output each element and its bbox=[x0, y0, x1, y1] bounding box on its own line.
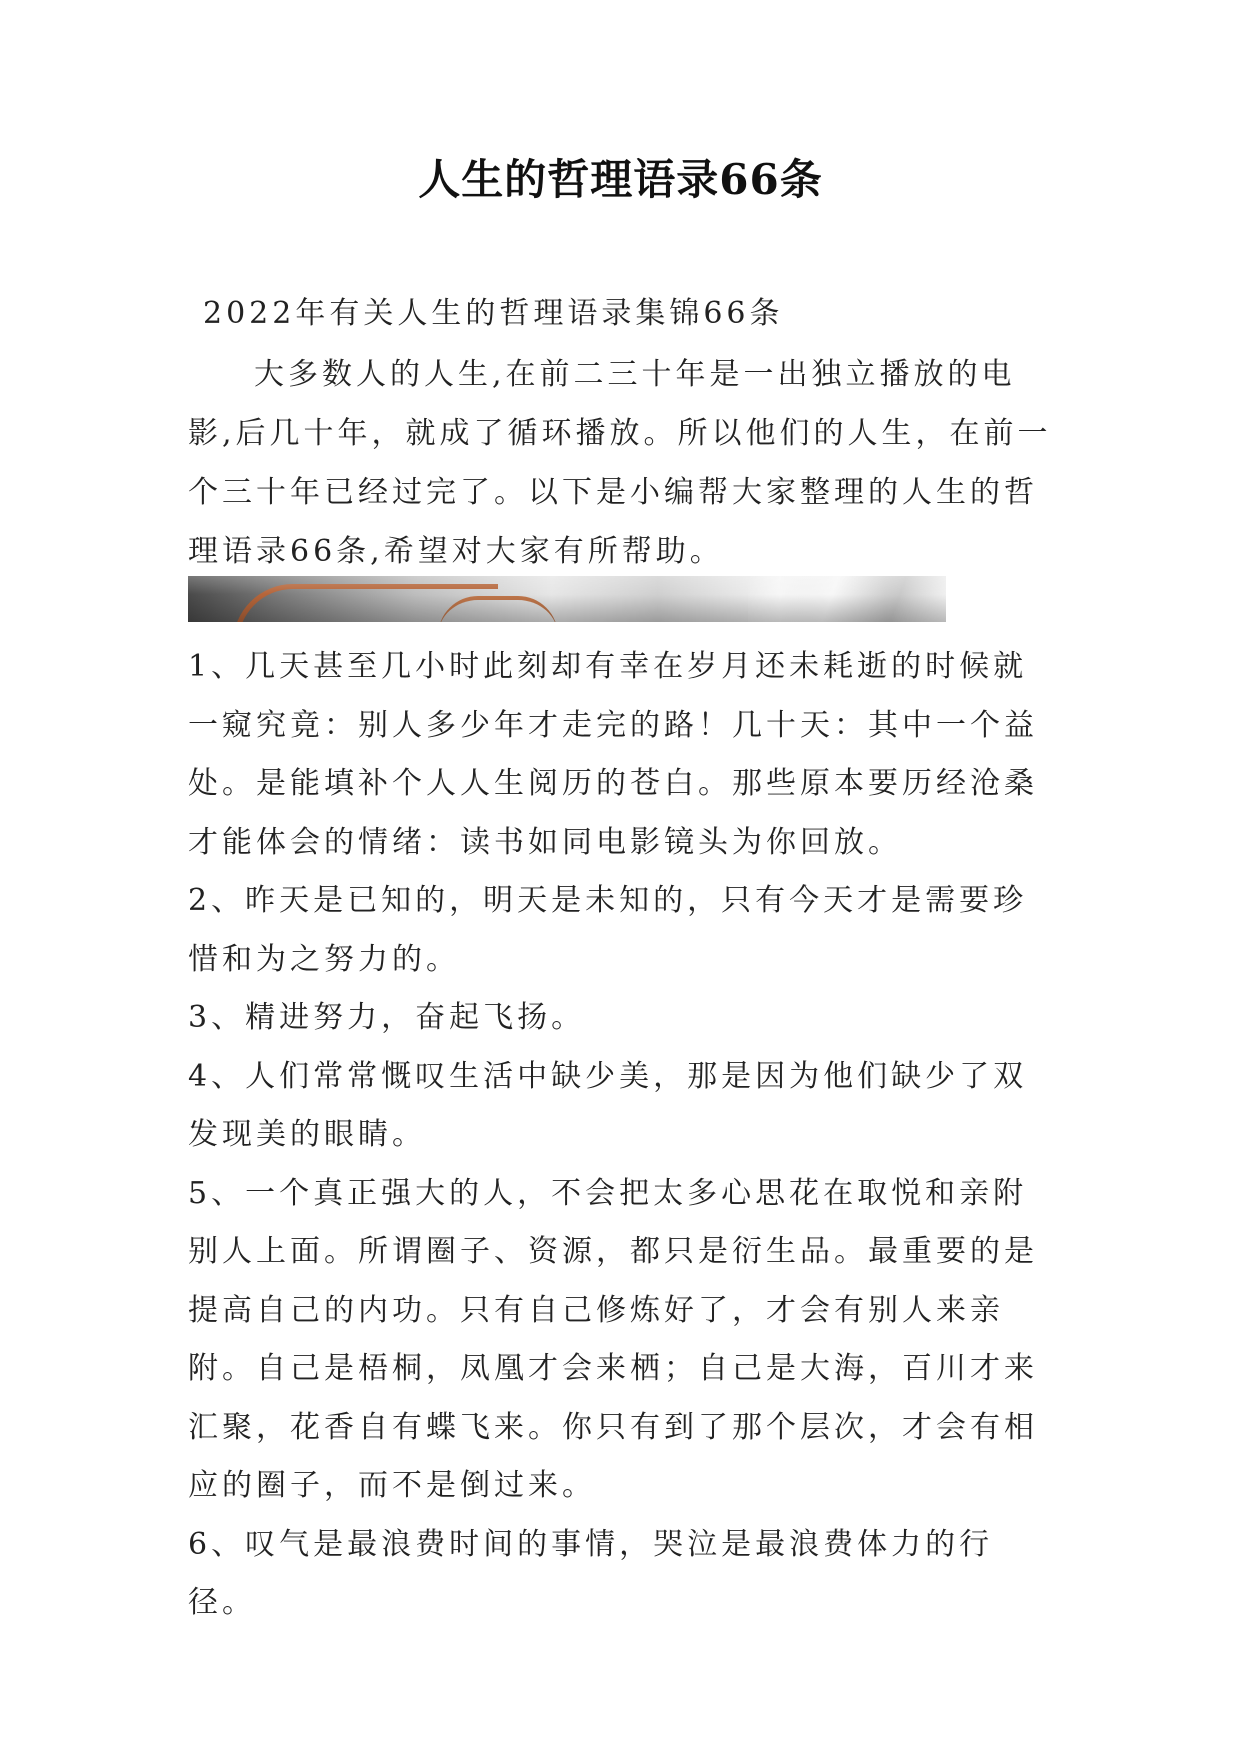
banner-image bbox=[188, 576, 946, 622]
intro-paragraph: 大多数人的人生,在前二三十年是一出独立播放的电影,后几十年，就成了循环播放。所以他们的人生，在前一个三十年已经过完了。以下是小编帮大家整理的人生的哲理语录66条,希望对大家有所帮助。 bbox=[188, 357, 1052, 569]
quote-item-3: 3、精进努力，奋起飞扬。 bbox=[188, 1000, 586, 1035]
quote-item-6: 6、叹气是最浪费时间的事情，哭泣是最浪费体力的行径。 bbox=[188, 1526, 994, 1620]
quote-item-4: 4、人们常常慨叹生活中缺少美，那是因为他们缺少了双发现美的眼睛。 bbox=[188, 1058, 1028, 1152]
document-subtitle: 2022年有关人生的哲理语录集锦66条 bbox=[203, 296, 784, 331]
quote-item-5: 5、一个真正强大的人，不会把太多心思花在取悦和亲附别人上面。所谓圈子、资源，都只是衍生品。最重要的是提高自己的内功。只有自己修炼好了，才会有别人来亲附。自己是梧桐，凤凰才会来栖；自己是大海，百川才来汇聚，花香自有蝶飞来。你只有到了那个层次，才会有相应的圈子，而不是倒过来。 bbox=[188, 1175, 1038, 1503]
quote-item-1: 1、几天甚至几小时此刻却有幸在岁月还未耗逝的时候就一窥究竟：别人多少年才走完的路！几十天：其中一个益处。是能填补个人人生阅历的苍白。那些原本要历经沧桑才能体会的情绪：读书如同电影镜头为你回放。 bbox=[188, 649, 1038, 860]
quote-list bbox=[188, 638, 1058, 1633]
banner-shade bbox=[188, 576, 946, 622]
document-title: 人生的哲理语录66条 bbox=[418, 155, 823, 204]
quote-item-2: 2、昨天是已知的，明天是未知的，只有今天才是需要珍惜和为之努力的。 bbox=[188, 883, 1028, 977]
